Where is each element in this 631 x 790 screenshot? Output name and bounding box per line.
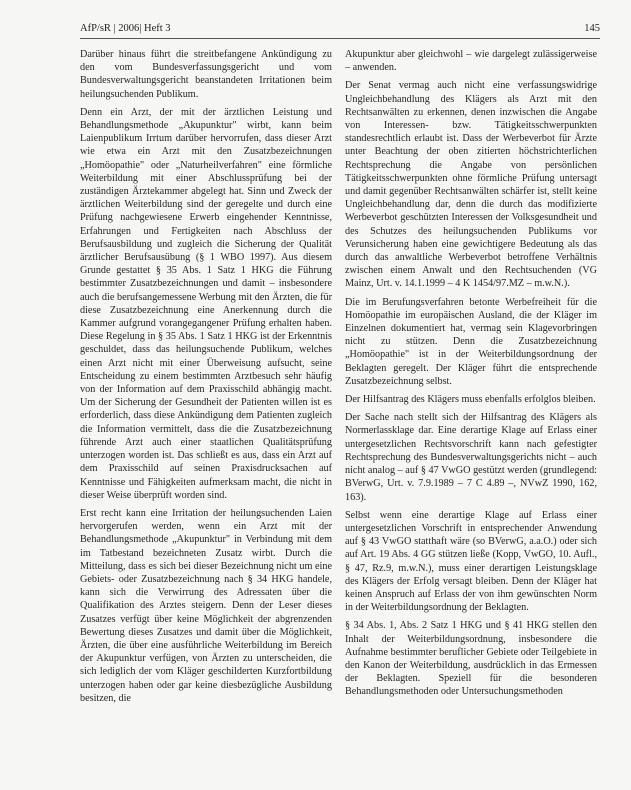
- paragraph: Der Senat vermag auch nicht eine verfassungswidrige Ungleichbehandlung des Klägers als Arzt mit den Rechtsanwälten zu erkennen, denen inzwischen die Angabe von Interessen- bzw. Tätigkeitsschwerpunkten standesrechtlich erlaubt ist. Dass der Werbeverbot für Ärzte unter Beachtung der oben zitierten höchstrichterlichen Rechtsprechung die Angabe von persönlichen Tätigkeitsschwerpunkten ohne förmliche Prüfung untersagt und damit gegenüber Rechtsanwälten schärfer ist, stellt keine Ungleichbehandlung dar, denn die durch das modifizierte Werbeverbot geschützten Interessen der Volksgesundheit und des Schutzes des heilungsuchenden Publikums vor Verunsicherung haben eine gewichtigere Bedeutung als das durch das anwaltliche Werbeverbot betroffene Verhältnis zwischen einem Anwalt und den Rechtsuchenden (VG Mainz, Urt. v. 14.1.1999 – 4 K 1454/97.MZ – m.w.N.).: [345, 80, 597, 290]
- right-column: [345, 48, 597, 704]
- paragraph: Akupunktur aber gleichwohl – wie dargelegt zulässigerweise – anwenden.: [345, 49, 597, 74]
- paragraph: Der Hilfsantrag des Klägers muss ebenfalls erfolglos bleiben.: [345, 394, 596, 406]
- journal-citation: AfP/sR | 2006| Heft 3: [80, 23, 171, 34]
- paragraph: Erst recht kann eine Irritation der heilungsuchenden Laien hervorgerufen werden, wenn ein Arzt mit der Behandlungsmethode „Akupunktur" in Verbindung mit dem im Tatbestand bezeichneten Zusatz wirbt. Durch die Mitteilung, dass es sich bei dieser Bezeichnung nicht um eine Gebiets- oder Zusatzbezeichnung nach § 34 HKG handele, kann sich die Verwirrung des Adressaten über die Qualifikation des Arztes steigern. Denn der Leser dieses Zusatzes verfügt über keine Möglichkeit der abgrenzenden Bewertung dieses Zusatzes und damit über die Möglichkeit, Ärzten, die über eine ausführliche Weiterbildung im Bereich der Akupunktur verfügen, von Ärzten zu unterscheiden, die sich lediglich der vom Kläger geschilderten Kurzfortbildung unterzogen haben oder gar keine diesbezügliche Ausbildung besitzen, die: [80, 507, 332, 704]
- paragraph: Darüber hinaus führt die streitbefangene Ankündigung zu den vom Bundesverfassungsgericht und vom Bundesverwaltungsgericht beanstandeten Irritationen beim heilungsuchenden Publikum.: [80, 49, 332, 100]
- paragraph: § 34 Abs. 1, Abs. 2 Satz 1 HKG und § 41 HKG stellen den Inhalt der Weiterbildungsordnung, insbesondere die Aufnahme bestimmter beruflicher Gebiete oder Teilgebiete in den Kanon der Weiterbildung, ausdrücklich in das Ermessen der Beklagten. Speziell für die besonderen Behandlungsmethoden oder Untersuchungsmethoden: [345, 620, 597, 698]
- left-column: [80, 48, 332, 710]
- paragraph: Selbst wenn eine derartige Klage auf Erlass einer untergesetzlichen Vorschrift in entsprechender Anwendung auf § 43 VwGO statthaft wäre (so BVerwG, a.a.O.) oder sich auf Art. 19 Abs. 4 GG stützen ließe (Kopp, VwGO, 10. Aufl., § 47, Rz.9, m.w.N.), muss einer derartigen Leistungsklage des Klägers der Erfolg versagt bleiben. Denn der Kläger hat keinen Anspruch auf Erlass der von ihm gewünschten Norm in der Weiterbildungsordnung der Beklagten.: [345, 509, 597, 614]
- paragraph: Der Sache nach stellt sich der Hilfsantrag des Klägers als Normerlassklage dar. Eine derartige Klage auf Erlass einer untergesetzlichen Rechtsvorschrift kann nach gefestigter Rechtsprechung des Bundesverwaltungsgerichts nicht – auch nicht analog – auf § 47 VwGO gestützt werden (grundlegend: BVerwG, Urt. v. 7.9.1989 – 7 C 4.89 –, NVwZ 1990, 162, 163).: [345, 412, 597, 503]
- page-number: 145: [584, 23, 600, 34]
- running-header: [80, 22, 600, 39]
- paragraph: Die im Berufungsverfahren betonte Werbefreiheit für die Homöopathie im europäischen Ausland, die der Kläger im Einzelnen dokumentiert hat, vermag sein Klagevorbringen nicht zu stützen. Denn die Zusatzbezeichnung „Homöopathie" ist in der Weiterbildungsordnung der Beklagten geregelt. Der Kläger führt die entsprechende Zusatzbezeichnung selbst.: [345, 296, 597, 387]
- paragraph: Denn ein Arzt, der mit der ärztlichen Leistung und Behandlungsmethode „Akupunktur" wirbt, kann beim Laienpublikum Irrtum darüber hervorrufen, dass dieser Arzt wie etwa ein Arzt mit den Zusatzbezeichnungen „Homöopathie" oder „Naturheilverfahren" eine förmliche Weiterbildung mit einer Abschlussprüfung bei der zuständigen Ärztekammer abgelegt hat. Sinn und Zweck der ärztlichen Weiterbildung sind der geregelte und durch eine Prüfung nachgewiesene Erwerb eingehender Kenntnisse, Erfahrungen und Fertigkeiten nach Abschluss der Berufsausbildung und zugleich die Sicherung der Qualität ärztlicher Berufsausübung (§ 1 WBO 1997). Aus diesem Grunde gestattet § 35 Abs. 1 Satz 1 HKG die Führung bestimmter Zusatzbezeichnungen und damit – insbesondere auch die berufsangemessene Werbung mit den Ärzten, die für diese Zusatzbezeichnung eine Anerkennung durch die Kammer aufgrund vorangegangener Prüfung erhalten haben. Diese Regelung in § 35 Abs. 1 Satz 1 HKG ist der Erkenntnis geschuldet, dass das heilungsuchende Publikum, welches einen Arzt nicht mit einer Überweisung aufsucht, seine Entscheidung zu einem bestimmten Arztbesuch sehr häufig von der Information auf dem Praxisschild abhängig macht. Um der Sicherung der Gesundheit der Patienten willen ist es erforderlich, dass diese Ankündigung dem Patienten zugleich die Information vermittelt, dass die die Zusatzbezeichnung führende Arzt auch einer staatlichen Qualitätsprüfung unterzogen worden ist. Das schließt es aus, dass ein Arzt auf dem Praxisschild auf seinen Praxisdrucksachen auf Kenntnisse und Fähigkeiten aufmerksam macht, die nicht in dieser Weise überprüft worden sind.: [80, 106, 332, 501]
